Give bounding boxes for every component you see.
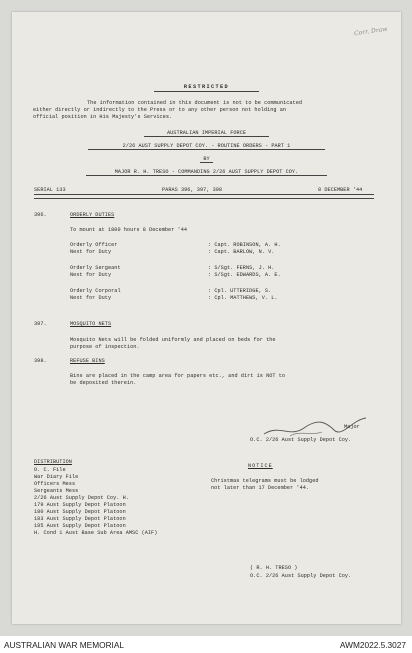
duty-name: : S/Sgt. FERNS, J. H. (208, 265, 275, 271)
distribution-item: 185 Aust Supply Depot Platoon (34, 523, 126, 529)
classification-heading: RESTRICTED (183, 84, 230, 90)
handwritten-reference: Corr. Draw (353, 25, 388, 38)
para-398-line-2: be deposited therein. (70, 380, 137, 386)
force-heading: AUSTRALIAN IMPERIAL FORCE (166, 130, 247, 136)
duty-role: Orderly Sergeant (70, 265, 121, 271)
serial-number: SERIAL 133 (34, 187, 66, 193)
duty-name: : Capt. ROBINSON, A. H. (208, 242, 281, 248)
duty-role: Next for Duty (70, 249, 112, 255)
classification-underline (154, 91, 259, 92)
duty-role: Orderly Officer (70, 242, 118, 248)
duty-role: Next for Duty (70, 272, 112, 278)
commander-underline (86, 175, 327, 176)
signatory-role: O.C. 2/26 Aust Supply Depot Coy. (250, 573, 352, 579)
order-date: 8 DECEMBER '44 (318, 187, 363, 193)
document-page (12, 12, 401, 624)
footer-accession-number: AWM2022.5.3027 (339, 640, 406, 650)
para-398-number: 398. (34, 358, 47, 364)
duty-name: : S/Sgt. EDWARDS, A. E. (208, 272, 281, 278)
duty-name: : Cpl. UTTERIDGE, S. (208, 288, 272, 294)
duty-name: : Cpl. MATTHEWS, V. L. (208, 295, 278, 301)
footer-institution: AUSTRALIAN WAR MEMORIAL (4, 640, 125, 650)
notice-line-1: Christmas telegrams must be lodged (211, 478, 319, 484)
signature-rank: Major (344, 424, 360, 430)
notice-line-1: The information contained in this document is not to be communicated (87, 100, 303, 106)
force-underline (144, 136, 269, 137)
distribution-item: 179 Aust Supply Depot Platoon (34, 502, 126, 508)
duty-role: Next for Duty (70, 295, 112, 301)
notice-heading: NOTICE (248, 463, 273, 469)
signatory-name: ( R. H. TRESO ) (250, 565, 298, 571)
commander-line: MAJOR R. H. TRESO - COMMANDING 2/26 AUST SUPPLY DEPOT COY. (114, 169, 299, 175)
notice-line-3: official position in His Majesty's Services. (33, 114, 173, 120)
para-396-number: 396. (34, 212, 47, 218)
para-396-heading: ORDERLY DUTIES (70, 212, 115, 218)
paras-list: PARAS 396, 397, 398 (162, 187, 223, 193)
para-396-intro: To mount at 1800 hours 8 December '44 (70, 227, 188, 233)
distribution-item: Sergeants Mess (34, 488, 79, 494)
duty-role: Orderly Corporal (70, 288, 121, 294)
distribution-item: 2/26 Aust Supply Depot Coy. H. (34, 495, 129, 501)
orders-title: 2/26 AUST SUPPLY DEPOT COY. - ROUTINE ORDERS - PART 1 (122, 143, 291, 149)
by-underline (200, 162, 213, 163)
header-double-rule (34, 194, 374, 199)
distribution-item: 180 Aust Supply Depot Platoon (34, 509, 126, 515)
distribution-item: 183 Aust Supply Depot Platoon (34, 516, 126, 522)
notice-line-2: not later than 17 December '44. (211, 485, 310, 491)
distribution-item: Officers Mess (34, 481, 76, 487)
archive-footer (0, 636, 412, 653)
duty-name: : Capt. BARLOW, N. V. (208, 249, 275, 255)
notice-line-2: either directly or indirectly to the Press or to any other person not holding an (33, 107, 287, 113)
para-397-line-1: Mosquito Nets will be folded uniformly and placed on beds for the (70, 337, 276, 343)
para-398-heading: REFUSE BINS (70, 358, 105, 364)
distribution-item: H. Cond 1 Aust Base Sub Area AMSC (AIF) (34, 530, 158, 536)
signature-role: O.C. 2/26 Aust Supply Depot Coy. (250, 437, 352, 443)
para-397-heading: MOSQUITO NETS (70, 321, 112, 327)
distribution-item: O. C. File (34, 467, 66, 473)
by-label: BY (203, 156, 210, 162)
orders-title-underline (88, 149, 325, 150)
para-397-line-2: purpose of inspection. (70, 344, 140, 350)
para-398-line-1: Bins are placed in the camp area for papers etc., and dirt is NOT to (70, 373, 286, 379)
distribution-heading: DISTRIBUTION (34, 459, 72, 465)
distribution-item: War Diary File (34, 474, 79, 480)
para-397-number: 397. (34, 321, 47, 327)
